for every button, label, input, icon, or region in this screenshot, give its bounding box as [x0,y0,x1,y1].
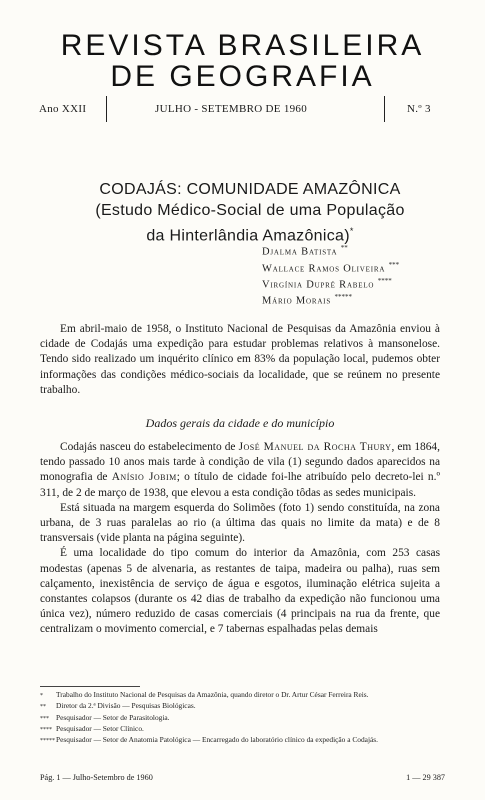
masthead [35,96,453,122]
intro-paragraph: Em abril-maio de 1958, o Instituto Nacional de Pesquisas da Amazônia enviou à cidade de Codajás uma expedição para estudar problemas relativos à mansonelose. Tendo sido realizado um inquérito clínico em 83% da população local, pudemos obter informações das condições médico-sociais da localidade, que se reúnem no presente trabalho. [40,323,440,396]
title-footnote-marker: * [349,226,354,236]
masthead-year: Ano XXII [39,103,87,115]
page-footer-left: Pág. 1 — Julho-Setembro de 1960 [40,773,153,782]
paragraph-text: , em 1864, tendo passado 10 anos mais tarde à condição de vila (1) segundo dados aparecidos na monografia de [40,441,440,484]
journal-title-line-2: DE GEOGRAFIA [110,60,375,93]
masthead-divider [106,96,107,122]
author-footnote-marker: **** [377,277,392,285]
footnote-text: Pesquisador — Setor de Anatomia Patológica — Encarregado do laboratório clínico da expedição a Codajás. [56,735,379,745]
footnote-marker: ***** [40,738,55,745]
page-footer-right: 1 — 29 387 [406,773,445,782]
paragraph-text: ; o título de cidade foi-lhe atribuído pelo decreto-lei n.º 311, de 2 de março de 1938, que elevou a esta condição tôdas as sedes municipais. [40,471,440,499]
paragraph-text: Codajás nasceu do estabelecimento de [60,441,239,453]
body-text [40,440,440,638]
author-line [262,289,352,310]
article-title-text: CODAJÁS: COMUNIDADE AMAZÔNICA [99,181,401,198]
footnotes [40,690,450,746]
masthead-divider [384,96,385,122]
person-name: José Manuel da Rocha Thury [238,441,392,453]
footnote [40,723,450,735]
footnote-divider [40,686,140,687]
author-footnote-marker: *** [388,261,400,269]
footnote [40,735,450,746]
footnote-text: Pesquisador — Setor de Parasitologia. [56,712,170,722]
footnote-marker: **** [40,726,52,733]
author-name: Virgínia Dupré Rabelo [262,279,375,291]
article-subtitle-line-2 [60,221,440,246]
footnote-text: Pesquisador — Setor Clínico. [56,723,144,733]
body-paragraph [40,440,440,501]
body-paragraph: É uma localidade do tipo comum do interior da Amazônia, com 253 casas modestas (apenas 5 de alvenaria, as restantes de taipa, madeira ou palha), ruas sem calçamento, inexistência de serviço de água e esgotos, iluminação elétrica sujeita a constantes colapsos (durante os 42 dias de trabalho da expedição não funcionou uma única vez), número reduzido de casas comerciais (4 principais na rua da frente, que centralizam o movimento comercial, e 7 tabernas espalhadas pelas demais [40,547,440,636]
masthead-number: N.º 3 [407,103,431,115]
footnote-text: Trabalho do Instituto Nacional de Pesquisas da Amazônia, quando diretor o Dr. Artur César Ferreira Reis. [56,690,369,699]
author-footnote-marker: ***** [334,293,352,301]
footnote-text: Diretor da 2.ª Divisão — Pesquisas Biológicas. [56,701,196,711]
article-subtitle-line-1: (Estudo Médico-Social de uma População [95,202,405,219]
footnote [40,712,450,724]
author-footnote-marker: ** [340,244,348,252]
footnote-marker: *** [40,715,49,722]
section-heading: Dados gerais da cidade e do município [145,416,335,430]
body-paragraph: Está situada na margem esquerda do Solimões (foto 1) sendo constituída, na zona urbana, de 3 ruas paralelas ao rio (a última das quais no limite da mata) e de 8 transversais (vide planta na página seguinte). [40,501,440,545]
article-subtitle-line-2-text: da Hinterlândia Amazônica) [146,227,350,245]
footnote [40,701,450,712]
author-name: Wallace Ramos Oliveira [262,263,386,275]
author-name: Djalma Batista [262,246,338,258]
footnote-marker: ** [40,704,46,711]
footnote [40,690,450,701]
intro-section [40,322,440,398]
footnote-marker: * [40,693,43,699]
author-name: Mário Morais [262,295,332,307]
masthead-period: JULHO - SETEMBRO DE 1960 [155,103,308,115]
journal-title-line-1: REVISTA BRASILEIRA [60,29,425,62]
article-title [60,180,440,200]
person-name: Anísio Jobim [111,471,177,484]
